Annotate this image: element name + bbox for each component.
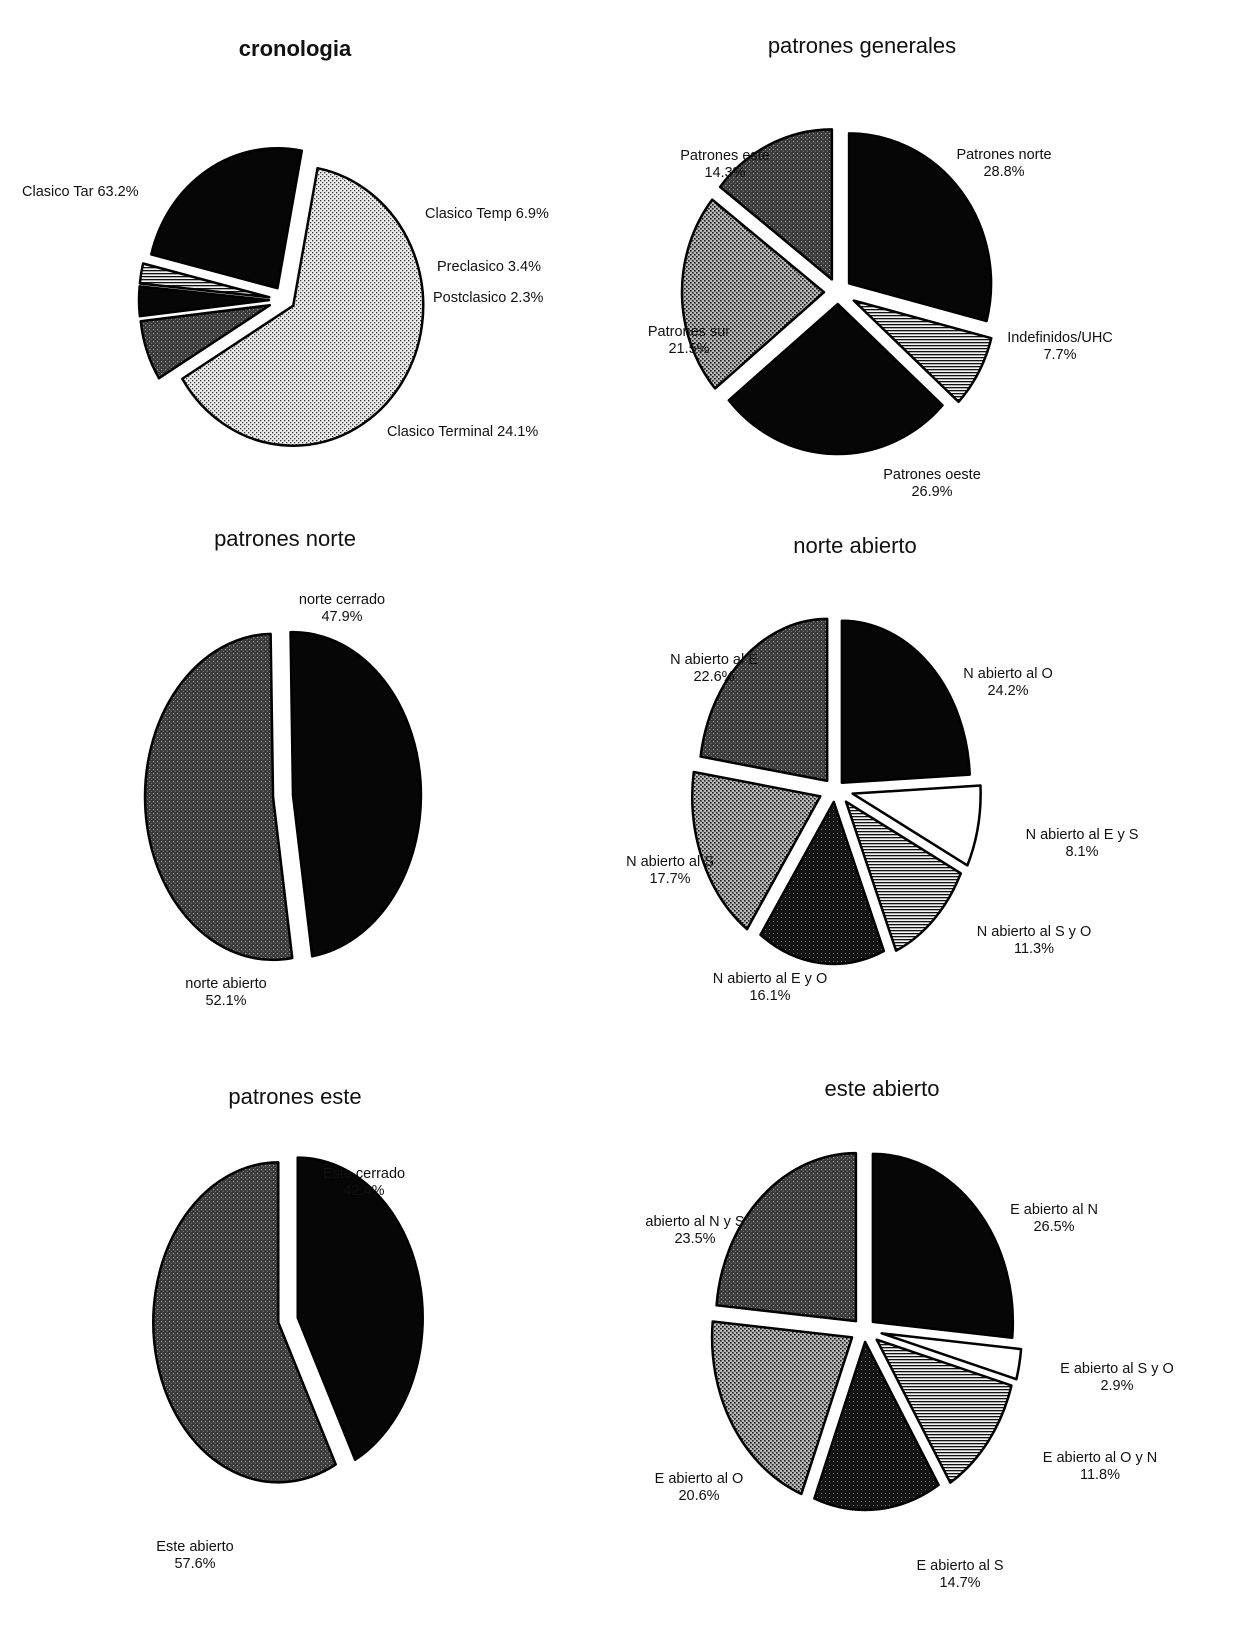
- slice-label-n-abierto-al-e-y-o: N abierto al E y O 16.1%: [712, 971, 828, 1004]
- slice-label-clasico-temp: Clasico Temp 6.9%: [425, 206, 549, 222]
- slice-label-indefinidos-uhc: Indefinidos/UHC 7.7%: [1007, 330, 1113, 363]
- chart-title: este abierto: [824, 1076, 940, 1101]
- pie-chart-este-abierto: [645, 1076, 1173, 1591]
- slice-label-patrones-oeste: Patrones oeste 26.9%: [883, 467, 981, 500]
- slice-label-este-abierto: Este abierto 57.6%: [156, 1539, 234, 1572]
- slice-label-postclasico: Postclasico 2.3%: [433, 290, 544, 306]
- pie-slice-norte-cerrado: [291, 632, 421, 956]
- slice-label-norte-cerrado: norte cerrado 47.9%: [298, 592, 386, 625]
- slice-label-e-abierto-al-o: E abierto al O 20.6%: [654, 1471, 744, 1504]
- chart-title: patrones este: [228, 1084, 362, 1109]
- slice-label-n-abierto-al-e-y-s: N abierto al E y S 8.1%: [1025, 827, 1139, 860]
- pie-chart-norte-abierto: [626, 533, 1138, 1004]
- slice-label-n-abierto-al-e: N abierto al E 22.6%: [670, 652, 758, 685]
- pie-slice-clasico-terminal: [151, 148, 302, 288]
- pie-slice-norte-abierto: [145, 634, 292, 960]
- slice-label-clasico-tar: Clasico Tar 63.2%: [22, 184, 139, 200]
- slice-label-este-cerrado: Este cerrado 42.4%: [322, 1166, 406, 1199]
- slice-label-abierto-al-n-y-s: abierto al N y S 23.5%: [645, 1214, 745, 1247]
- pie-chart-patrones-norte: [145, 526, 421, 1009]
- chart-title: norte abierto: [793, 533, 917, 558]
- slice-label-clasico-terminal: Clasico Terminal 24.1%: [387, 424, 539, 440]
- pie-slice-n-abierto-al-o: [842, 621, 970, 783]
- slice-label-patrones-este: Patrones este 14.3%: [680, 148, 770, 181]
- chart-title: patrones generales: [767, 33, 957, 58]
- slice-label-n-abierto-al-o: N abierto al O 24.2%: [963, 666, 1053, 699]
- pie-slice-n-abierto-al-e: [701, 619, 828, 781]
- pie-chart-patrones-generales: [648, 33, 1113, 500]
- chart-title: patrones norte: [214, 526, 356, 551]
- slice-label-preclasico: Preclasico 3.4%: [437, 259, 541, 275]
- slice-label-norte-abierto: norte abierto 52.1%: [185, 976, 267, 1009]
- slice-label-n-abierto-al-s: N abierto al S 17.7%: [626, 854, 714, 887]
- chart-title: cronologia: [238, 36, 352, 61]
- pie-slice-e-abierto-al-n: [873, 1154, 1013, 1338]
- slice-label-patrones-norte: Patrones norte 28.8%: [956, 147, 1052, 180]
- slice-label-e-abierto-al-n: E abierto al N 26.5%: [1010, 1202, 1098, 1235]
- slice-label-patrones-sur: Patrones sur 21.5%: [647, 324, 731, 357]
- slice-label-e-abierto-al-s-y-o: E abierto al S y O 2.9%: [1060, 1361, 1174, 1394]
- pie-slice-abierto-al-n-y-s: [717, 1153, 856, 1321]
- pie-chart-cronologia: [22, 36, 549, 446]
- slice-label-e-abierto-al-o-y-n: E abierto al O y N 11.8%: [1042, 1450, 1158, 1483]
- slice-label-e-abierto-al-s: E abierto al S 14.7%: [916, 1558, 1004, 1591]
- pie-chart-patrones-este: [153, 1084, 422, 1572]
- slice-label-n-abierto-al-s-y-o: N abierto al S y O 11.3%: [976, 924, 1092, 957]
